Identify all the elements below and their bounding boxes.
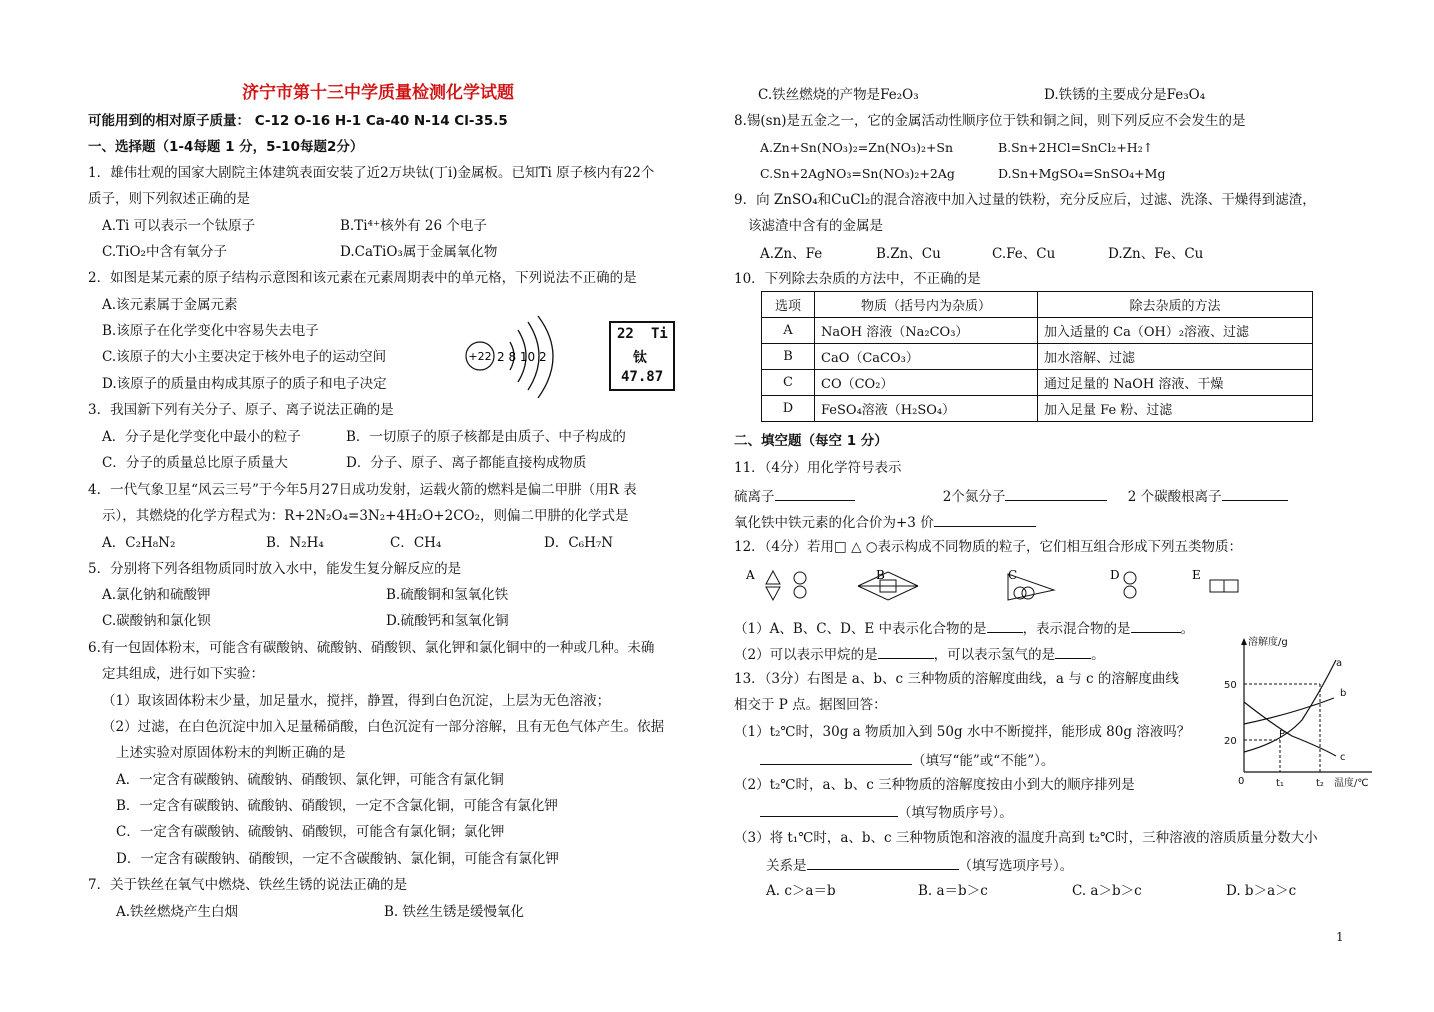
page-title: 济宁市第十三中学质量检测化学试题 (242, 83, 514, 103)
table-cell: NaOH 溶液（Na₂CO₃） (815, 318, 1038, 344)
curve-a (1244, 660, 1336, 752)
graph-tick-20: 20 (1224, 736, 1237, 747)
graph-origin: 0 (1238, 776, 1245, 787)
table-cell: FeSO₄溶液（H₂SO₄） (815, 396, 1038, 422)
q1-option-c: C.TiO₂中含有氧分子 (102, 244, 227, 260)
model-label: E (1192, 568, 1201, 582)
point-label-p: P (1279, 729, 1286, 740)
q6-step2: （2）过滤，在白色沉淀中加入足量稀硝酸，白色沉淀有一部分溶解，且有无色气体产生。依据 (102, 719, 665, 735)
answer-blank[interactable] (1005, 486, 1107, 501)
table-cell: 加入适量的 Ca（OH）₂溶液、过滤 (1038, 318, 1313, 344)
table-row (762, 370, 1313, 396)
graph-t2: t₂ (1316, 778, 1324, 789)
cell-atomic-mass: 47.87 (621, 369, 664, 385)
q12-sub1: （1）A、B、C、D、E 中表示化合物的是 ，表示混合物的是 。 (734, 618, 1194, 638)
atomic-masses: 可能用到的相对原子质量： C-12 O-16 H-1 Ca-40 N-14 Cl-35.5 (88, 113, 508, 129)
table-cell: D (762, 396, 815, 422)
q13-sub2-b: （填写物质序号）。 (898, 805, 1013, 821)
q6-option-d: D．一定含有碳酸钠、硝酸钡，一定不含碳酸钠、氯化铜，可能含有氯化钾 (116, 851, 559, 867)
answer-blank[interactable] (934, 512, 1036, 527)
q11-part1: 硫离子 (734, 489, 775, 505)
q4-stem-line1: 4．一代气象卫星“风云三号”于今年5月27日成功发射，运载火箭的燃料是偏二甲肼（用R 表 (88, 482, 637, 498)
model-label: D (1110, 568, 1120, 582)
q3-option-a: A．分子是化学变化中最小的粒子 (102, 429, 301, 445)
cell-symbol: Ti (651, 326, 668, 342)
answer-blank[interactable] (1055, 644, 1091, 659)
answer-blank[interactable] (775, 486, 855, 501)
q11-line2 (734, 512, 1036, 532)
q13-sub1-b: （填写“能”或“不能”）。 (912, 753, 1055, 769)
q4-option-d: D．C₆H₇N (544, 535, 614, 551)
table-row (762, 344, 1313, 370)
q4-option-a: A．C₂H₈N₂ (102, 535, 176, 551)
square-icon (1210, 580, 1224, 592)
answer-blank[interactable] (878, 644, 934, 659)
q13-sub3-c: （填写选项序号）。 (958, 858, 1074, 874)
answer-blank[interactable] (1131, 618, 1181, 633)
table-cell: CaO（CaCO₃） (815, 344, 1038, 370)
table-row (762, 396, 1313, 422)
q12-sub2-a: （2）可以表示甲烷的是 (734, 647, 878, 663)
q12-stem: 12．（4分）若用□ △ ○表示构成不同物质的粒子，它们相互组合形成下列五类物质： (734, 539, 1243, 555)
q7-stem: 7．关于铁丝在氧气中燃烧、铁丝生锈的说法正确的是 (88, 877, 408, 893)
q13-option-c: C. a＞b＞c (1072, 883, 1142, 899)
table-cell: CO（CO₂） (815, 370, 1038, 396)
answer-blank[interactable] (987, 618, 1023, 633)
solubility-curve-diagram (1212, 632, 1378, 794)
table-cell: A (762, 318, 815, 344)
q13-sub3-b-line (766, 855, 1073, 875)
q10-stem: 10．下列除去杂质的方法中，不正确的是 (734, 271, 981, 287)
q2-option-b: B.该原子在化学变化中容易失去电子 (102, 323, 319, 339)
impurity-table (761, 291, 1313, 422)
table-cell: B (762, 344, 815, 370)
answer-blank[interactable] (760, 802, 898, 817)
atom-structure-diagram (458, 312, 598, 404)
triangle-icon (858, 586, 918, 600)
q12-sub2: （2）可以表示甲烷的是 ，可以表示氢气的是 。 (734, 644, 1105, 664)
circle-icon (1124, 572, 1136, 584)
q2-option-d: D.该原子的质量由构成其原子的质子和电子决定 (102, 376, 387, 392)
q12-sub1-b: ，表示混合物的是 (1022, 621, 1131, 637)
q7-option-c: C.铁丝燃烧的产物是Fe₂O₃ (758, 87, 919, 103)
periodic-table-cell (609, 321, 675, 391)
nucleus-charge: +22 (468, 350, 492, 363)
q13-option-d: D. b＞a＞c (1226, 883, 1297, 899)
table-cell: 加水溶解、过滤 (1038, 344, 1313, 370)
q8-option-c: C.Sn+2AgNO₃=Sn(NO₃)₂+2Ag (760, 166, 955, 181)
q8-option-d: D.Sn+MgSO₄=SnSO₄+Mg (998, 166, 1166, 181)
q11-part2: 2个氮分子 (942, 489, 1006, 505)
circle-icon (794, 586, 806, 598)
q3-option-d: D．分子、原子、离子都能直接构成物质 (346, 455, 587, 471)
table-row (762, 318, 1313, 344)
q3-option-c: C．分子的质量总比原子质量大 (102, 455, 288, 471)
circle-icon (794, 572, 806, 584)
curve-label-a: a (1336, 658, 1343, 669)
graph-t1: t₁ (1276, 778, 1284, 789)
q13-stem-line1: 13．（3分）右图是 a、b、c 三种物质的溶解度曲线，a 与 c 的溶解度曲线 (734, 671, 1179, 687)
q13-stem-line2: 相交于 P 点。据图回答： (734, 697, 887, 713)
q9-stem-line2: 该滤渣中含有的金属是 (748, 218, 883, 234)
q9-option-a: A.Zn、Fe (760, 246, 823, 262)
q4-stem-line2: 示），其燃烧的化学方程式为：R+2N₂O₄=3N₂+4H₂O+2CO₂，则偏二甲肼的化学式是 (102, 508, 629, 524)
q1-stem-line2: 质子，则下列叙述正确的是 (88, 191, 250, 207)
triangle-icon (766, 587, 780, 600)
q2-option-a: A.该元素属于金属元素 (102, 297, 238, 313)
shell-electrons: 2 8 10 2 (497, 350, 547, 364)
q12-sub2-b: ，可以表示氢气的是 (933, 647, 1056, 663)
q13-sub1-b-line (760, 750, 1054, 770)
table-header: 选项 (762, 292, 815, 318)
q7-option-d: D.铁锈的主要成分是Fe₃O₄ (1044, 87, 1206, 103)
section-choice-heading: 一、选择题（1-4每题 1 分，5-10每题2分） (88, 139, 364, 155)
q11-stem: 11．（4分）用化学符号表示 (734, 460, 902, 476)
q3-stem: 3．我国新下列有关分子、原子、离子说法正确的是 (88, 402, 394, 418)
q5-stem: 5．分别将下列各组物质同时放入水中，能发生复分解反应的是 (88, 561, 462, 577)
q8-option-a: A.Zn+Sn(NO₃)₂=Zn(NO₃)₂+Sn (760, 140, 954, 155)
circle-icon (1022, 587, 1034, 599)
triangle-icon (858, 572, 918, 586)
model-label: B (876, 568, 885, 582)
q6-stem-line1: 6.有一包固体粉末，可能含有碳酸钠、硫酸钠、硝酸钡、氯化钾和氯化铜中的一种或几种。未确 (88, 640, 655, 656)
q8-stem: 8.锡(sn)是五金之一，它的金属活动性顺序位于铁和铜之间，则下列反应不会发生的是 (734, 113, 1246, 129)
answer-blank[interactable] (760, 750, 912, 765)
curve-label-c: c (1340, 752, 1346, 763)
q8-option-b: B.Sn+2HCl=SnCl₂+H₂↑ (998, 140, 1154, 155)
curve-label-b: b (1340, 688, 1347, 699)
y-axis-arrow (1241, 638, 1247, 645)
table-header-row (762, 292, 1313, 318)
model-label: C (1008, 568, 1018, 582)
q5-option-a: A.氯化钠和硫酸钾 (102, 587, 211, 603)
square-icon (1224, 580, 1238, 592)
q5-option-b: B.硫酸铜和氢氧化铁 (386, 587, 509, 603)
table-header: 物质（括号内为杂质） (815, 292, 1038, 318)
q13-sub3-b: 关系是 (766, 858, 807, 874)
q4-option-b: B．N₂H₄ (266, 535, 324, 551)
q13-option-b: B. a＝b＞c (918, 883, 988, 899)
answer-blank[interactable] (1222, 486, 1288, 501)
q1-option-a: A.Ti 可以表示一个钛原子 (102, 218, 256, 234)
q9-option-d: D.Zn、Fe、Cu (1108, 246, 1204, 262)
q11-part3: 2 个碳酸根离子 (1127, 489, 1222, 505)
triangle-icon (766, 571, 780, 584)
q6-option-b: B．一定含有碳酸钠、硫酸钠、硝酸钡，一定不含氯化铜，可能含有氯化钾 (116, 798, 558, 814)
q4-option-c: C．CH₄ (390, 535, 442, 551)
cell-name: 钛 (633, 350, 647, 366)
q12-sub1-a: （1）A、B、C、D、E 中表示化合物的是 (734, 621, 987, 637)
q11-part4: 氧化铁中铁元素的化合价为+3 价 (734, 515, 934, 531)
q6-stem-line2: 定其组成，进行如下实验： (102, 666, 264, 682)
q2-stem: 2．如图是某元素的原子结构示意图和该元素在元素周期表中的单元格，下列说法不正确的是 (88, 270, 637, 286)
q1-option-d: D.CaTiO₃属于金属氧化物 (340, 244, 498, 260)
answer-blank[interactable] (807, 855, 959, 870)
q9-stem-line1: 9．向 ZnSO₄和CuCl₂的混合溶液中加入过量的铁粉，充分反应后，过滤、洗涤、干燥得到滤渣， (734, 192, 1316, 208)
q6-option-c: C．一定含有碳酸钠、硫酸钠、硝酸钡，可能含有氯化铜；氯化钾 (116, 824, 505, 840)
q13-sub3-a: （3）将 t₁℃时，a、b、c 三种物质饱和溶液的温度升高到 t₂℃时，三种溶液的溶质质量分数大小 (734, 830, 1318, 846)
q13-option-a: A. c＞a＝b (766, 883, 836, 899)
table-cell: 加入足量 Fe 粉、过滤 (1038, 396, 1313, 422)
graph-xlabel: 温度/℃ (1334, 778, 1369, 789)
page-number: 1 (1336, 930, 1344, 944)
q5-option-d: D.硫酸钙和氢氧化铜 (386, 613, 509, 629)
model-label: A (746, 568, 755, 582)
q2-option-c: C.该原子的大小主要决定于核外电子的运动空间 (102, 349, 387, 365)
q1-stem-line1: 1．雄伟壮观的国家大剧院主体建筑表面安装了近2万块钛(丁i)金属板。已知Ti 原子核内有22个 (88, 165, 655, 181)
q13-sub2-a: （2）t₂℃时，a、b、c 三种物质的溶解度按由小到大的顺序排列是 (734, 777, 1135, 793)
circle-icon (1124, 586, 1136, 598)
q6-option-a: A．一定含有碳酸钠、硫酸钠、硝酸钡、氯化钾，可能含有氯化铜 (116, 772, 504, 788)
particle-models (740, 562, 1260, 608)
q5-option-c: C.碳酸钠和氯化钡 (102, 613, 211, 629)
q7-option-b: B. 铁丝生锈是缓慢氧化 (384, 904, 525, 920)
q3-option-b: B．一切原子的原子核都是由质子、中子构成的 (346, 429, 626, 445)
graph-tick-50: 50 (1224, 680, 1237, 691)
q11-line1 (734, 486, 1288, 506)
q13-sub1-a: （1）t₂℃时，30g a 物质加入到 50g 水中不断搅拌，能形成 80g 溶液吗？ (734, 724, 1191, 740)
section-fill-heading: 二、填空题（每空 1 分） (734, 433, 888, 449)
table-cell: 通过足量的 NaOH 溶液、干燥 (1038, 370, 1313, 396)
cell-atomic-number: 22 (617, 326, 634, 342)
q9-option-c: C.Fe、Cu (992, 246, 1056, 262)
q7-option-a: A.铁丝燃烧产生白烟 (116, 904, 239, 920)
graph-ylabel: 溶解度/g (1248, 637, 1288, 648)
q1-option-b: B.Ti⁴⁺核外有 26 个电子 (340, 218, 487, 234)
q13-sub2-b-line (760, 802, 1013, 822)
q6-step1: （1）取该固体粉末少量，加足量水，搅拌，静置，得到白色沉淀，上层为无色溶液； (102, 693, 611, 709)
q6-step3: 上述实验对原固体粉末的判断正确的是 (116, 745, 346, 761)
table-cell: C (762, 370, 815, 396)
table-header: 除去杂质的方法 (1038, 292, 1313, 318)
q9-option-b: B.Zn、Cu (876, 246, 941, 262)
